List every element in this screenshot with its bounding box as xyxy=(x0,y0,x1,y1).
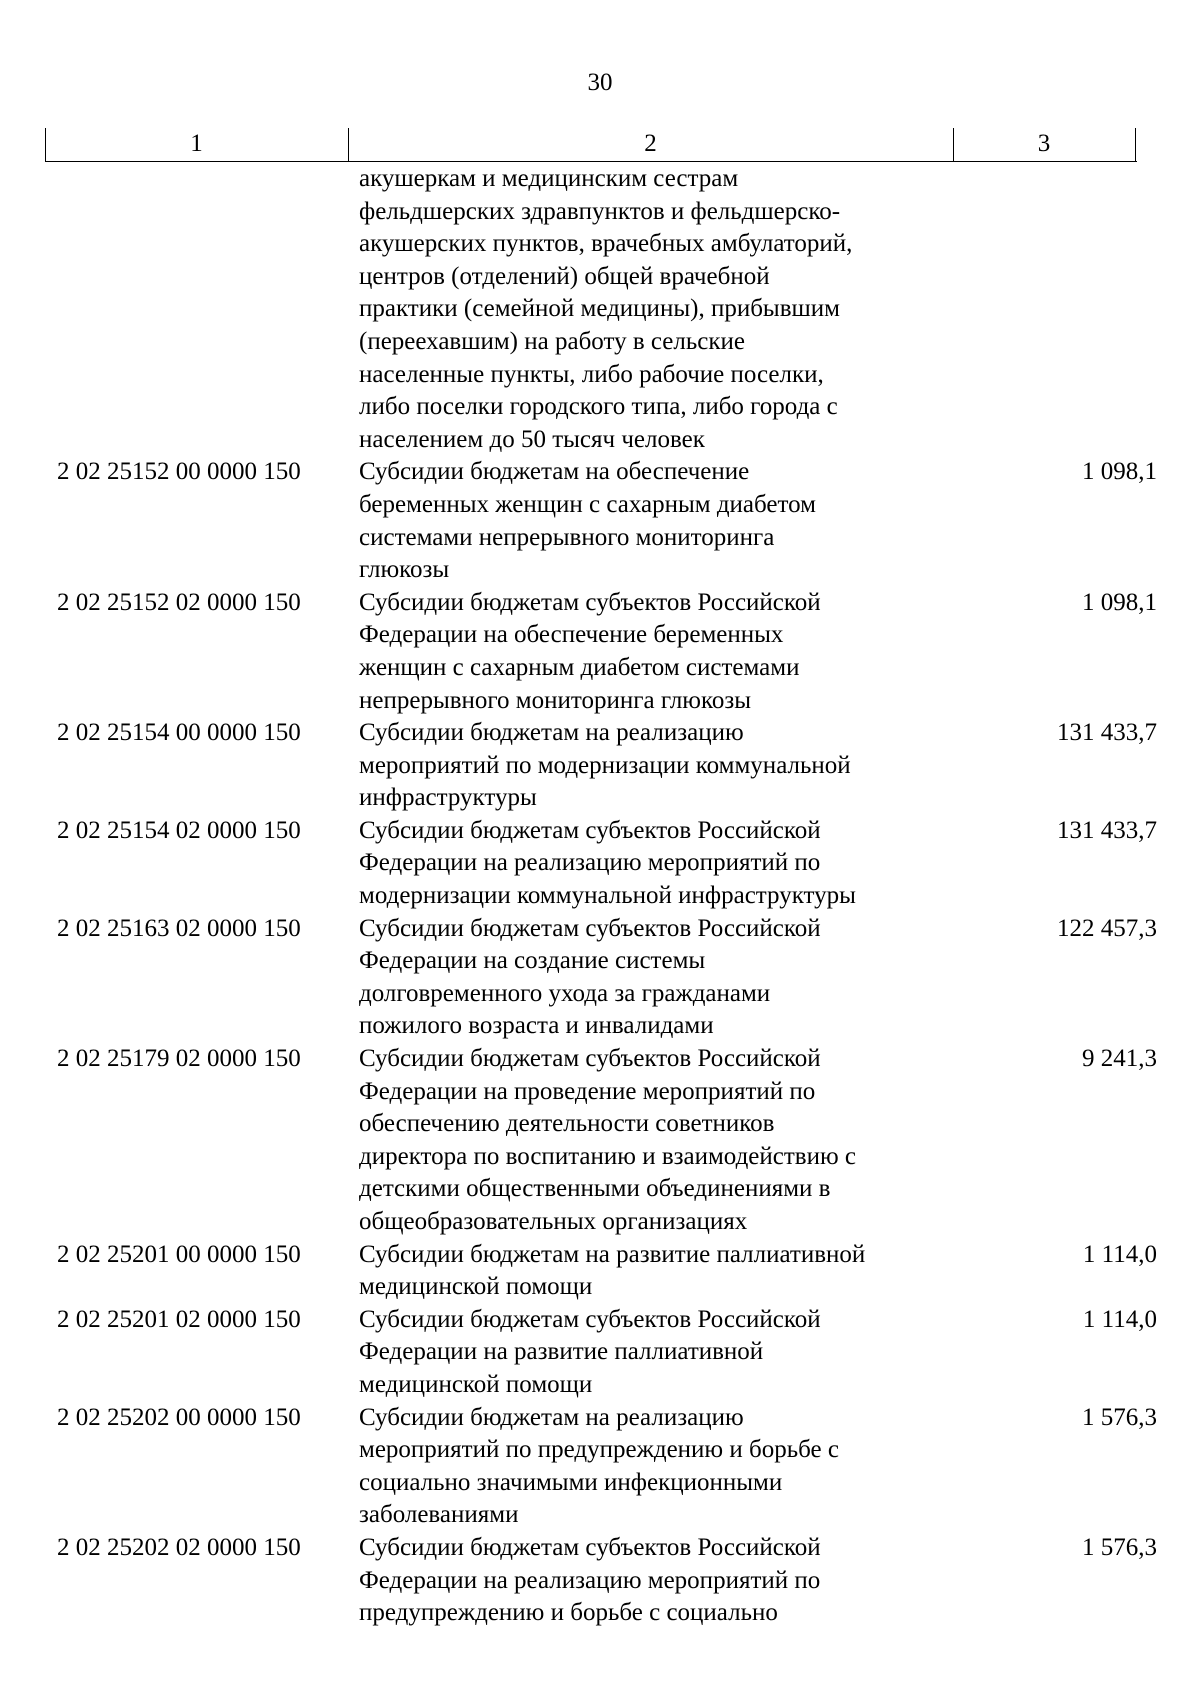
row-amount: 1 576,3 xyxy=(1082,1533,1157,1561)
row-code: 2 02 25154 02 0000 150 xyxy=(57,816,301,844)
row-name: Субсидии бюджетам на реализацию мероприятий по предупреждению и борьбе с социально значимыми инфекционными заболеваниями xyxy=(359,1403,839,1529)
row-amount: 1 114,0 xyxy=(1082,1240,1157,1268)
header-col-2: 2 xyxy=(644,130,657,157)
row-code: 2 02 25152 02 0000 150 xyxy=(57,588,301,616)
row-name: Субсидии бюджетам субъектов Российской Федерации на обеспечение беременных женщин с сахарным диабетом системами непрерывного мониторинга глюкозы xyxy=(359,588,821,714)
row-name: Субсидии бюджетам на реализацию мероприятий по модернизации коммунальной инфраструктуры xyxy=(359,719,851,812)
row-name: Субсидии бюджетам субъектов Российской Федерации на развитие паллиативной медицинской помощи xyxy=(359,1305,821,1398)
page-number: 30 xyxy=(587,69,613,96)
row-name: Субсидии бюджетам на обеспечение беременных женщин с сахарным диабетом системами непрерывного мониторинга глюкозы xyxy=(359,458,816,584)
row-amount: 122 457,3 xyxy=(1057,914,1157,942)
table-row xyxy=(0,913,1200,1043)
row-amount: 1 576,3 xyxy=(1082,1403,1157,1431)
row-amount: 1 114,0 xyxy=(1082,1305,1157,1333)
row-name: акушеркам и медицинским сестрам фельдшерских здравпунктов и фельдшерско- акушерских пунктов, врачебных амбулаторий, центров (отделений) общей врачебной практики (семейной медицины), прибывшим (переехавшим) на работу в сельские населенные пункты, либо рабочие поселки, либо поселки городского типа, либо города с населением до 50 тысяч человек xyxy=(359,165,853,453)
row-code xyxy=(0,163,357,456)
table-row xyxy=(0,1532,1200,1630)
table-row xyxy=(0,1402,1200,1532)
row-name: Субсидии бюджетам субъектов Российской Федерации на проведение мероприятий по обеспечению деятельности советников директора по воспитанию и взаимодействию с детскими общественными объединениями в общеобразовательных организациях xyxy=(359,1045,857,1235)
row-code: 2 02 25154 00 0000 150 xyxy=(57,719,301,747)
row-amount: 1 098,1 xyxy=(1082,588,1157,616)
row-name: Субсидии бюджетам на развитие паллиативной медицинской помощи xyxy=(359,1240,866,1301)
table-row xyxy=(0,456,1200,586)
row-amount: 131 433,7 xyxy=(1057,816,1157,844)
row-name: Субсидии бюджетам субъектов Российской Федерации на реализацию мероприятий по предупреждению и борьбе с социально xyxy=(359,1533,821,1627)
table-row xyxy=(0,1304,1200,1402)
row-code: 2 02 25202 00 0000 150 xyxy=(57,1403,301,1431)
row-code: 2 02 25163 02 0000 150 xyxy=(57,914,301,942)
row-name: Субсидии бюджетам субъектов Российской Федерации на создание системы долговременного ухода за гражданами пожилого возраста и инвалидами xyxy=(359,914,821,1040)
row-code: 2 02 25179 02 0000 150 xyxy=(57,1045,301,1073)
row-code: 2 02 25201 00 0000 150 xyxy=(57,1240,301,1268)
row-amount: 131 433,7 xyxy=(1057,719,1157,747)
table-row xyxy=(0,587,1200,717)
table-body xyxy=(0,163,1200,1630)
row-amount: 1 098,1 xyxy=(1082,458,1157,486)
row-name: Субсидии бюджетам субъектов Российской Федерации на реализацию мероприятий по модернизации коммунальной инфраструктуры xyxy=(359,816,856,910)
row-amount: 9 241,3 xyxy=(1082,1045,1157,1073)
header-border-right xyxy=(1135,128,1136,161)
table-header xyxy=(45,128,1137,162)
row-code: 2 02 25152 00 0000 150 xyxy=(57,458,301,486)
header-col-1: 1 xyxy=(190,130,203,157)
header-col-3: 3 xyxy=(1037,130,1051,157)
table-row xyxy=(0,815,1200,913)
row-code: 2 02 25201 02 0000 150 xyxy=(57,1305,301,1333)
table-row xyxy=(0,717,1200,815)
table-row xyxy=(0,163,1200,456)
table-row xyxy=(0,1239,1200,1304)
row-code: 2 02 25202 02 0000 150 xyxy=(57,1533,301,1561)
table-row xyxy=(0,1043,1200,1239)
row-amount xyxy=(959,163,1157,456)
